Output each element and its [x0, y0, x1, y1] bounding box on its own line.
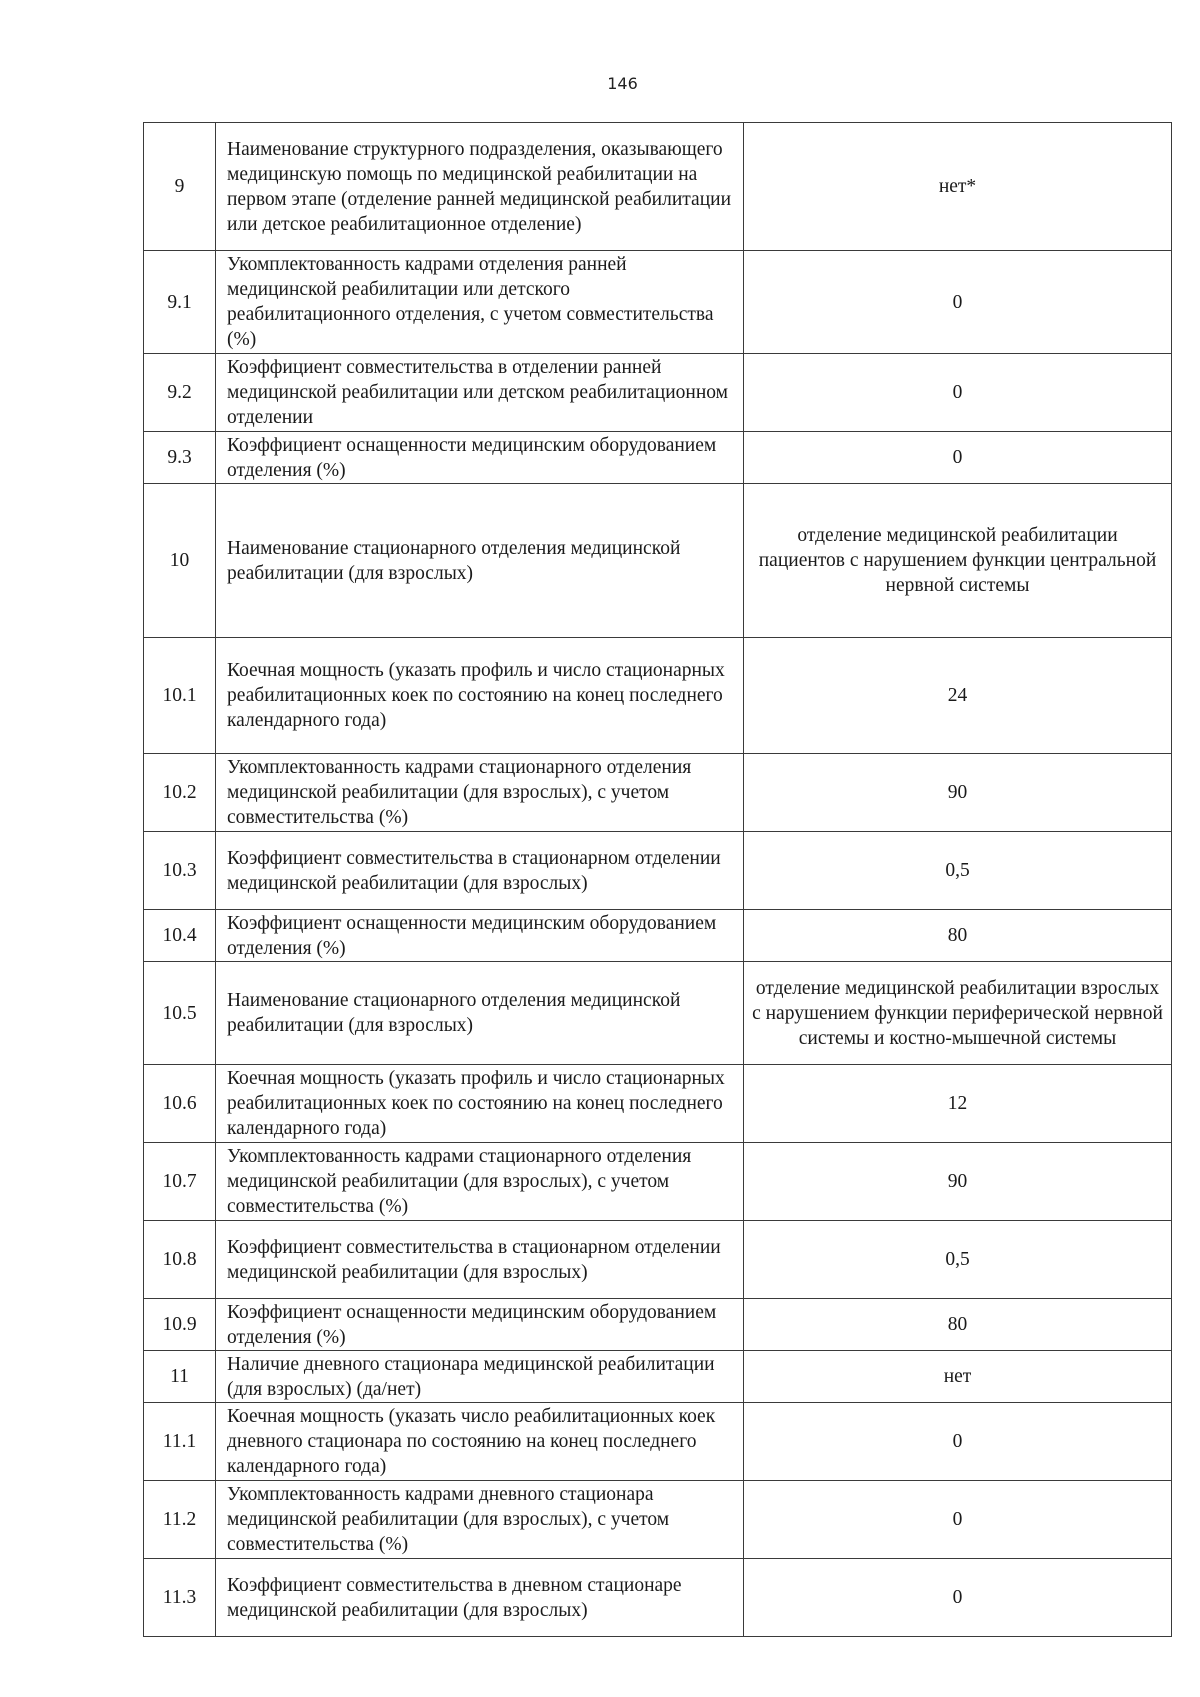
- row-number: 9.3: [144, 432, 216, 484]
- row-number: 10.3: [144, 832, 216, 910]
- row-number: 10.5: [144, 962, 216, 1065]
- table-row: [144, 484, 1172, 638]
- row-value: 12: [744, 1065, 1172, 1143]
- row-number: 9.1: [144, 251, 216, 354]
- row-description: Укомплектованность кадрами стационарного отделения медицинской реабилитации (для взрослых), с учетом совместительства (%): [216, 754, 744, 832]
- row-number: 10.2: [144, 754, 216, 832]
- row-description: Наименование стационарного отделения медицинской реабилитации (для взрослых): [216, 484, 744, 638]
- row-value: 90: [744, 754, 1172, 832]
- row-value: нет: [744, 1351, 1172, 1403]
- indicators-table: [143, 122, 1172, 1637]
- row-value: 0: [744, 251, 1172, 354]
- row-number: 11.3: [144, 1559, 216, 1637]
- row-description: Коечная мощность (указать профиль и число стационарных реабилитационных коек по состоянию на конец последнего календарного года): [216, 638, 744, 754]
- row-value: 80: [744, 910, 1172, 962]
- row-number: 11: [144, 1351, 216, 1403]
- row-value: отделение медицинской реабилитации пациентов с нарушением функции центральной нервной системы: [744, 484, 1172, 638]
- row-number: 11.1: [144, 1403, 216, 1481]
- table-row: [144, 754, 1172, 832]
- table-row: [144, 910, 1172, 962]
- table-row: [144, 1351, 1172, 1403]
- page-number: 146: [607, 74, 638, 93]
- row-description: Коэффициент оснащенности медицинским оборудованием отделения (%): [216, 1299, 744, 1351]
- table-row: [144, 354, 1172, 432]
- row-description: Наличие дневного стационара медицинской реабилитации (для взрослых) (да/нет): [216, 1351, 744, 1403]
- table-row: [144, 638, 1172, 754]
- row-number: 11.2: [144, 1481, 216, 1559]
- row-description: Укомплектованность кадрами отделения ранней медицинской реабилитации или детского реабилитационного отделения, с учетом совместительства (%): [216, 251, 744, 354]
- table-row: [144, 962, 1172, 1065]
- row-description: Коечная мощность (указать число реабилитационных коек дневного стационара по состоянию на конец последнего календарного года): [216, 1403, 744, 1481]
- row-value: 0: [744, 354, 1172, 432]
- table-row: [144, 432, 1172, 484]
- row-number: 10.6: [144, 1065, 216, 1143]
- row-value: 0,5: [744, 1221, 1172, 1299]
- table-row: [144, 251, 1172, 354]
- row-description: Коэффициент оснащенности медицинским оборудованием отделения (%): [216, 910, 744, 962]
- row-value: 0,5: [744, 832, 1172, 910]
- row-value: 0: [744, 432, 1172, 484]
- row-description: Наименование структурного подразделения, оказывающего медицинскую помощь по медицинской реабилитации на первом этапе (отделение ранней медицинской реабилитации или детское реабилитационное отделение): [216, 123, 744, 251]
- table-row: [144, 123, 1172, 251]
- row-value: 0: [744, 1481, 1172, 1559]
- table-row: [144, 1403, 1172, 1481]
- row-number: 10.4: [144, 910, 216, 962]
- row-number: 10: [144, 484, 216, 638]
- row-number: 10.7: [144, 1143, 216, 1221]
- row-description: Укомплектованность кадрами дневного стационара медицинской реабилитации (для взрослых), с учетом совместительства (%): [216, 1481, 744, 1559]
- table-row: [144, 1299, 1172, 1351]
- row-value: 0: [744, 1403, 1172, 1481]
- table-row: [144, 1143, 1172, 1221]
- row-description: Наименование стационарного отделения медицинской реабилитации (для взрослых): [216, 962, 744, 1065]
- row-description: Коэффициент совместительства в стационарном отделении медицинской реабилитации (для взрослых): [216, 1221, 744, 1299]
- row-description: Коечная мощность (указать профиль и число стационарных реабилитационных коек по состоянию на конец последнего календарного года): [216, 1065, 744, 1143]
- row-value: 24: [744, 638, 1172, 754]
- table-row: [144, 1481, 1172, 1559]
- row-number: 10.1: [144, 638, 216, 754]
- table-row: [144, 832, 1172, 910]
- table-row: [144, 1559, 1172, 1637]
- row-description: Коэффициент совместительства в дневном стационаре медицинской реабилитации (для взрослых): [216, 1559, 744, 1637]
- row-value: нет*: [744, 123, 1172, 251]
- table-row: [144, 1221, 1172, 1299]
- row-value: 90: [744, 1143, 1172, 1221]
- row-number: 10.9: [144, 1299, 216, 1351]
- row-value: 0: [744, 1559, 1172, 1637]
- row-description: Коэффициент оснащенности медицинским оборудованием отделения (%): [216, 432, 744, 484]
- row-value: 80: [744, 1299, 1172, 1351]
- row-value: отделение медицинской реабилитации взрослых с нарушением функции периферической нервной системы и костно-мышечной системы: [744, 962, 1172, 1065]
- row-number: 9: [144, 123, 216, 251]
- row-number: 9.2: [144, 354, 216, 432]
- row-description: Коэффициент совместительства в отделении ранней медицинской реабилитации или детском реабилитационном отделении: [216, 354, 744, 432]
- row-description: Коэффициент совместительства в стационарном отделении медицинской реабилитации (для взрослых): [216, 832, 744, 910]
- table-row: [144, 1065, 1172, 1143]
- row-description: Укомплектованность кадрами стационарного отделения медицинской реабилитации (для взрослых), с учетом совместительства (%): [216, 1143, 744, 1221]
- row-number: 10.8: [144, 1221, 216, 1299]
